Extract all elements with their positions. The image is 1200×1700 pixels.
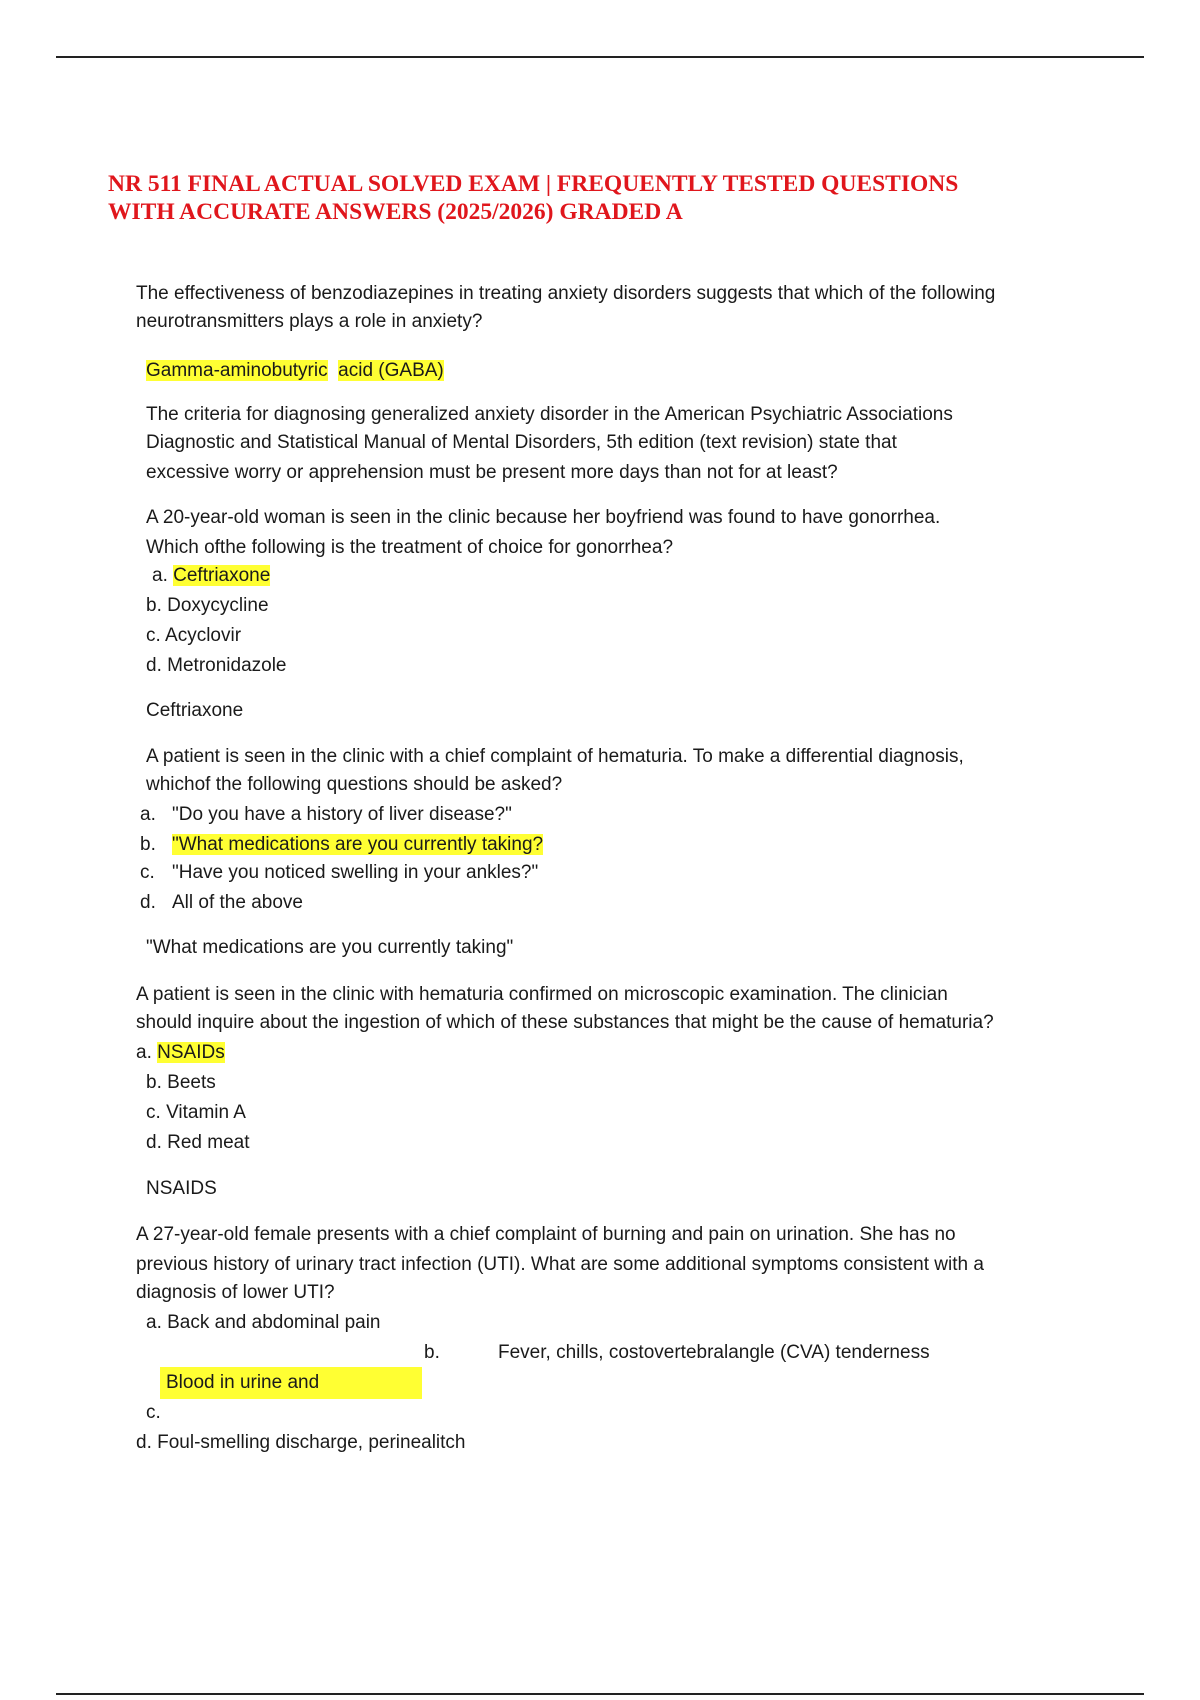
top-rule — [56, 56, 1144, 58]
q3-option-d: d. Metronidazole — [146, 655, 287, 676]
q1-answer-part-2: acid (GABA) — [338, 360, 444, 381]
q4-line-1: A patient is seen in the clinic with a chief complaint of hematuria. To make a differential diagnosis, — [146, 746, 964, 767]
q6-option-b-text: Fever, chills, costovertebralangle (CVA) tenderness — [498, 1342, 930, 1363]
bottom-rule — [56, 1693, 1144, 1695]
q5-line-2: should inquire about the ingestion of which of these substances that might be the cause of hematuria? — [136, 1012, 994, 1033]
q5-option-b: b. Beets — [146, 1072, 216, 1093]
q5-line-1: A patient is seen in the clinic with hematuria confirmed on microscopic examination. The clinician — [136, 984, 948, 1005]
q1-line-1: The effectiveness of benzodiazepines in treating anxiety disorders suggests that which of the following — [136, 283, 996, 304]
q4-option-b: b. "What medications are you currently taking? — [140, 834, 544, 855]
q3-answer: Ceftriaxone — [146, 700, 244, 721]
q1-answer-part-1: Gamma-aminobutyric — [146, 360, 328, 381]
q2-line-2: Diagnostic and Statistical Manual of Mental Disorders, 5th edition (text revision) state that — [146, 432, 897, 453]
q4-answer: "What medications are you currently taking" — [146, 937, 514, 958]
q6-option-a: a. Back and abdominal pain — [146, 1312, 381, 1333]
q6-option-c-text: Blood in urine and — [166, 1372, 320, 1393]
q3-line-2: Which ofthe following is the treatment of choice for gonorrhea? — [146, 537, 674, 558]
title-line-1: NR 511 FINAL ACTUAL SOLVED EXAM | FREQUENTLY TESTED QUESTIONS — [108, 171, 959, 197]
q5-option-c: c. Vitamin A — [146, 1102, 246, 1123]
q6-line-2: previous history of urinary tract infection (UTI). What are some additional symptoms consistent with a — [136, 1254, 984, 1275]
q6-option-c-label: c. — [146, 1402, 161, 1423]
q3-option-a: a. Ceftriaxone — [152, 565, 271, 586]
q5-answer: NSAIDS — [146, 1178, 217, 1199]
q4-option-c: c. "Have you noticed swelling in your ankles?" — [140, 862, 539, 883]
q5-option-d: d. Red meat — [146, 1132, 250, 1153]
q1-answer — [146, 357, 444, 385]
document-title — [108, 170, 1108, 226]
q6-line-1: A 27-year-old female presents with a chief complaint of burning and pain on urination. She has no — [136, 1224, 956, 1245]
q2-line-1: The criteria for diagnosing generalized anxiety disorder in the American Psychiatric Associations — [146, 404, 953, 425]
q4-line-2: whichof the following questions should be asked? — [146, 774, 563, 795]
title-line-2: WITH ACCURATE ANSWERS (2025/2026) GRADED A — [108, 199, 683, 225]
q3-line-1: A 20-year-old woman is seen in the clinic because her boyfriend was found to have gonorrhea. — [146, 507, 941, 528]
q1-line-2: neurotransmitters plays a role in anxiety? — [136, 311, 483, 332]
q6-option-b-label: b. — [424, 1342, 440, 1363]
q2-line-3: excessive worry or apprehension must be present more days than not for at least? — [146, 462, 838, 483]
q4-option-a: a. "Do you have a history of liver disease?" — [140, 804, 512, 825]
q6-option-d: d. Foul-smelling discharge, perinealitch — [136, 1432, 466, 1453]
q3-option-c: c. Acyclovir — [146, 625, 242, 646]
q3-option-b: b. Doxycycline — [146, 595, 269, 616]
q4-option-d: d. All of the above — [140, 892, 303, 913]
q5-option-a: a. NSAIDs — [136, 1042, 225, 1063]
q6-line-3: diagnosis of lower UTI? — [136, 1282, 335, 1303]
